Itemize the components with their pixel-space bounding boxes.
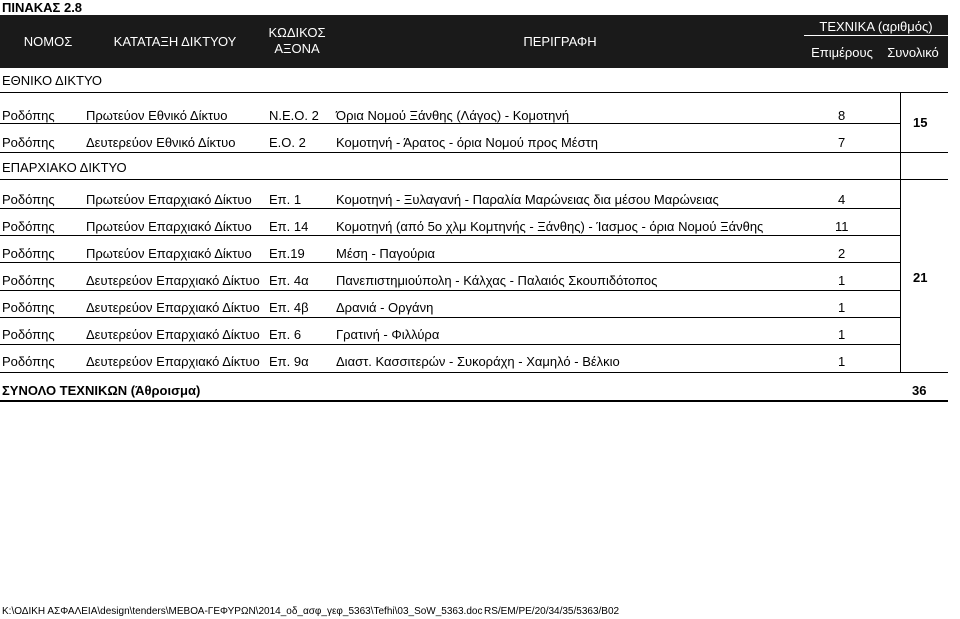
- table-row: [0, 320, 900, 346]
- divider: [0, 152, 948, 153]
- cell-kodikos: Επ. 6: [269, 327, 302, 342]
- cell-katataxi: Δευτερεύον Εθνικό Δίκτυο: [86, 135, 236, 150]
- table-row: [0, 266, 900, 292]
- divider: [0, 317, 900, 318]
- cell-kodikos: Επ. 14: [269, 219, 309, 234]
- header-epimerous: Επιμέρους: [811, 45, 873, 60]
- cell-kodikos: Επ.19: [269, 246, 305, 261]
- cell-nomos: Ροδόπης: [2, 219, 55, 234]
- table-header: [0, 15, 948, 68]
- header-kodikos-line2: ΑΞΟΝΑ: [274, 41, 320, 56]
- cell-perigrafi: Πανεπιστημιούπολη - Κάλχας - Παλαιός Σκουπιδότοπος: [336, 273, 658, 288]
- cell-perigrafi: Κομοτηνή (από 5ο χλμ Κομτηνής - Ξάνθης) - Ίασμος - όρια Νομού Ξάνθης: [336, 219, 764, 234]
- totals-column-divider: [900, 92, 901, 372]
- cell-katataxi: Δευτερεύον Επαρχιακό Δίκτυο: [86, 273, 260, 288]
- cell-nomos: Ροδόπης: [2, 273, 55, 288]
- cell-kodikos: Ν.Ε.Ο. 2: [269, 108, 319, 123]
- divider: [0, 235, 900, 236]
- cell-perigrafi: Κομοτηνή - Ξυλαγανή - Παραλία Μαρώνειας δια μέσου Μαρώνειας: [336, 192, 719, 207]
- header-perigrafi: ΠΕΡΙΓΡΑΦΗ: [523, 34, 597, 49]
- sum-label: ΣΥΝΟΛΟ ΤΕΧΝΙΚΩΝ (Άθροισμα): [2, 383, 201, 398]
- cell-katataxi: Πρωτεύον Επαρχιακό Δίκτυο: [86, 192, 252, 207]
- cell-nomos: Ροδόπης: [2, 354, 55, 369]
- cell-count: 1: [838, 300, 846, 315]
- header-nomos: ΝΟΜΟΣ: [23, 34, 73, 49]
- header-synoliko: Συνολικό: [887, 45, 939, 60]
- cell-kodikos: Επ. 4α: [269, 273, 309, 288]
- cell-perigrafi: Γρατινή - Φιλλύρα: [336, 327, 440, 342]
- table-caption: ΠΙΝΑΚΑΣ 2.8: [2, 0, 83, 15]
- cell-perigrafi: Διαστ. Κασσιτερών - Συκοράχη - Χαμηλό - Βέλκιο: [336, 354, 620, 369]
- cell-katataxi: Πρωτεύον Επαρχιακό Δίκτυο: [86, 246, 252, 261]
- section-regional: ΕΠΑΡΧΙΑΚΟ ΔΙΚΤΥΟ: [2, 160, 127, 175]
- regional-total: 21: [913, 270, 928, 285]
- cell-count: 1: [838, 327, 846, 342]
- cell-nomos: Ροδόπης: [2, 192, 55, 207]
- footer-path: K:\ΟΔΙΚΗ ΑΣΦΑΛΕΙΑ\design\tenders\ΜΕΒΟΑ-ΓΕΦΥΡΩΝ\2014_οδ_ασφ_γεφ_5363\Tefhi\03_SoW_5363.doc: [2, 606, 483, 617]
- divider: [0, 290, 900, 291]
- cell-kodikos: Ε.Ο. 2: [269, 135, 306, 150]
- header-texnika: ΤΕΧΝΙΚΑ (αριθμός): [819, 19, 933, 34]
- cell-count: 1: [838, 273, 846, 288]
- cell-count: 11: [835, 219, 849, 234]
- cell-count: 1: [838, 354, 846, 369]
- cell-kodikos: Επ. 1: [269, 192, 302, 207]
- cell-nomos: Ροδόπης: [2, 108, 55, 123]
- divider: [0, 372, 948, 373]
- header-kodikos-line1: ΚΩΔΙΚΟΣ: [268, 25, 326, 40]
- section-national: ΕΘΝΙΚΟ ΔΙΚΤΥΟ: [2, 73, 103, 88]
- cell-count: 8: [838, 108, 846, 123]
- cell-katataxi: Πρωτεύον Εθνικό Δίκτυο: [86, 108, 228, 123]
- divider: [0, 179, 948, 180]
- national-total: 15: [913, 115, 928, 130]
- sum-value: 36: [912, 383, 927, 398]
- table-row: [0, 128, 900, 154]
- cell-nomos: Ροδόπης: [2, 246, 55, 261]
- cell-perigrafi: Κομοτηνή - Άρατος - όρια Νομού προς Μέστη: [336, 135, 598, 150]
- header-katataxi: ΚΑΤΑΤΑΞΗ ΔΙΚΤΥΟΥ: [113, 34, 237, 49]
- cell-perigrafi: Δρανιά - Οργάνη: [336, 300, 434, 315]
- divider: [0, 92, 948, 93]
- cell-count: 7: [838, 135, 846, 150]
- sum-divider: [0, 400, 948, 402]
- cell-count: 2: [838, 246, 846, 261]
- divider: [0, 123, 900, 124]
- cell-nomos: Ροδόπης: [2, 135, 55, 150]
- cell-kodikos: Επ. 4β: [269, 300, 309, 315]
- divider: [0, 262, 900, 263]
- cell-nomos: Ροδόπης: [2, 300, 55, 315]
- footer-code: RS/EM/PE/20/34/35/5363/B02: [484, 606, 620, 617]
- cell-perigrafi: Όρια Νομού Ξάνθης (Λάγος) - Κομοτηνή: [336, 108, 570, 123]
- cell-katataxi: Δευτερεύον Επαρχιακό Δίκτυο: [86, 354, 260, 369]
- header-divider: [804, 35, 948, 36]
- table-row: [0, 347, 900, 373]
- cell-katataxi: Δευτερεύον Επαρχιακό Δίκτυο: [86, 300, 260, 315]
- cell-katataxi: Δευτερεύον Επαρχιακό Δίκτυο: [86, 327, 260, 342]
- divider: [0, 344, 900, 345]
- table-row: [0, 293, 900, 319]
- divider: [0, 208, 900, 209]
- cell-perigrafi: Μέση - Παγούρια: [336, 246, 435, 261]
- cell-kodikos: Επ. 9α: [269, 354, 309, 369]
- cell-nomos: Ροδόπης: [2, 327, 55, 342]
- cell-katataxi: Πρωτεύον Επαρχιακό Δίκτυο: [86, 219, 252, 234]
- cell-count: 4: [838, 192, 846, 207]
